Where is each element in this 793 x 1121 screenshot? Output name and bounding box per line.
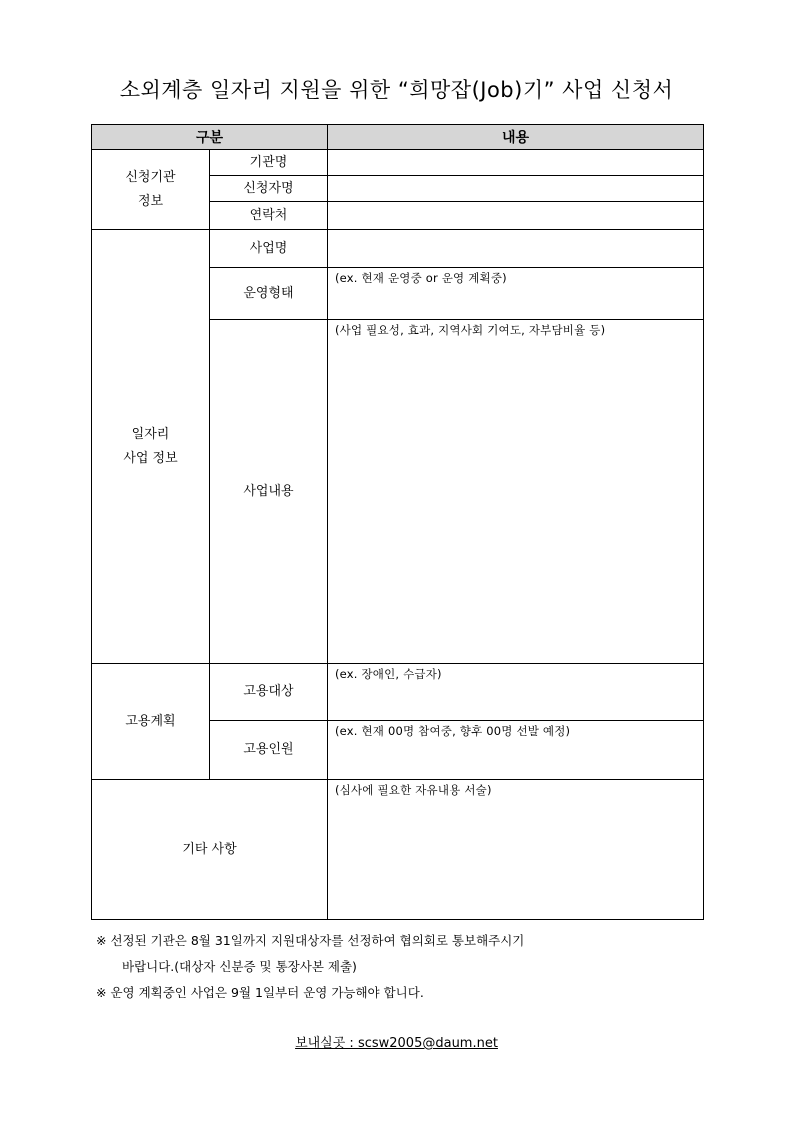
field-value-project-content[interactable]: (사업 필요성, 효과, 지역사회 기여도, 자부담비율 등) bbox=[328, 320, 704, 664]
field-label-applicant-name: 신청자명 bbox=[210, 176, 328, 202]
note-line-3: ※ 운영 계획중인 사업은 9월 1일부터 운영 가능해야 합니다. bbox=[96, 985, 424, 1000]
page-title: 소외계층 일자리 지원을 위한 “희망잡(Job)기” 사업 신청서 bbox=[119, 78, 674, 102]
field-value-applicant-name[interactable] bbox=[328, 176, 704, 202]
section-other-label: 기타 사항 bbox=[92, 780, 328, 920]
note-line-2: 바랍니다.(대상자 신분증 및 통장사본 제출) bbox=[122, 959, 357, 974]
section-job-label: 일자리 사업 정보 bbox=[92, 230, 210, 664]
note-line-1: ※ 선정된 기관은 8월 31일까지 지원대상자를 선정하여 협의회로 통보해주시기 bbox=[96, 933, 525, 948]
section-employment-label: 고용계획 bbox=[92, 664, 210, 780]
footer bbox=[0, 1032, 793, 1051]
application-form-table bbox=[91, 124, 704, 920]
field-value-employment-count[interactable]: (ex. 현재 00명 참여중, 향후 00명 선발 예정) bbox=[328, 721, 704, 780]
field-label-project-content: 사업내용 bbox=[210, 320, 328, 664]
field-label-employment-target: 고용대상 bbox=[210, 664, 328, 721]
header-category: 구분 bbox=[92, 125, 328, 150]
field-value-project-name[interactable] bbox=[328, 230, 704, 268]
field-value-contact[interactable] bbox=[328, 202, 704, 230]
field-label-contact: 연락처 bbox=[210, 202, 328, 230]
header-content: 내용 bbox=[328, 125, 704, 150]
field-value-org-name[interactable] bbox=[328, 150, 704, 176]
field-label-employment-count: 고용인원 bbox=[210, 721, 328, 780]
field-value-other[interactable]: (심사에 필요한 자유내용 서술) bbox=[328, 780, 704, 920]
submission-address: 보내실곳 : scsw2005@daum.net bbox=[295, 1036, 498, 1051]
field-label-project-name: 사업명 bbox=[210, 230, 328, 268]
field-label-org-name: 기관명 bbox=[210, 150, 328, 176]
field-value-employment-target[interactable]: (ex. 장애인, 수급자) bbox=[328, 664, 704, 721]
field-label-operation-type: 운영형태 bbox=[210, 268, 328, 320]
notes bbox=[96, 928, 524, 1006]
field-value-operation-type[interactable]: (ex. 현재 운영중 or 운영 계획중) bbox=[328, 268, 704, 320]
section-applicant-label: 신청기관 정보 bbox=[92, 150, 210, 230]
